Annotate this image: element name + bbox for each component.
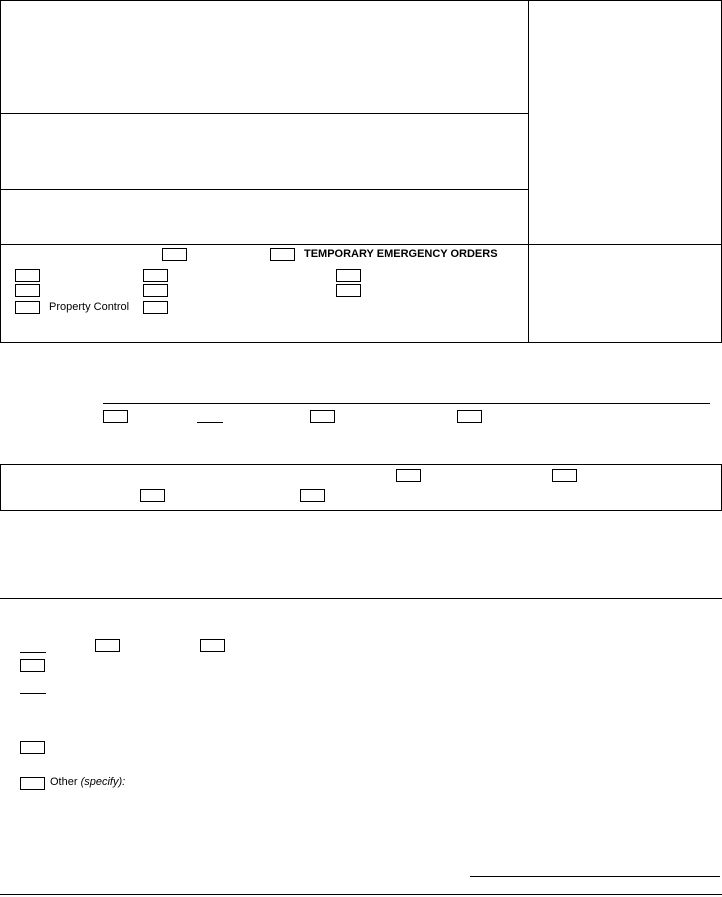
caption-row-divider-1: [0, 113, 528, 114]
other-text: Other: [50, 776, 78, 788]
notice-box: [0, 464, 722, 511]
hearing-checkbox-1[interactable]: [103, 410, 128, 423]
specify-text: (specify):: [80, 776, 126, 788]
order-item-blank-1[interactable]: [20, 652, 46, 653]
order-checkbox-4[interactable]: [20, 741, 45, 754]
bottom-rule: [0, 894, 722, 895]
order-checkbox-3[interactable]: [20, 659, 45, 672]
court-use-only-field: [532, 4, 718, 240]
hearing-checkbox-3[interactable]: [457, 410, 482, 423]
case-type-checkbox-6[interactable]: [143, 301, 168, 314]
property-control-checkbox[interactable]: [15, 301, 40, 314]
caption-column-divider: [528, 0, 529, 343]
case-type-checkbox-2[interactable]: [15, 269, 40, 282]
case-number-field[interactable]: [532, 248, 718, 338]
case-type-checkbox-1[interactable]: [162, 248, 187, 261]
hearing-info-line[interactable]: [103, 403, 710, 404]
notice-checkbox-3[interactable]: [140, 489, 165, 502]
caption-row-divider-3: [0, 244, 722, 245]
notice-checkbox-2[interactable]: [552, 469, 577, 482]
other-label: [50, 776, 125, 789]
hearing-short-blank[interactable]: [197, 422, 223, 423]
court-name-field[interactable]: [4, 117, 524, 185]
notice-checkbox-1[interactable]: [396, 469, 421, 482]
notice-checkbox-4[interactable]: [300, 489, 325, 502]
signature-line[interactable]: [470, 876, 720, 877]
temporary-emergency-orders-checkbox[interactable]: [270, 248, 295, 261]
other-checkbox[interactable]: [20, 777, 45, 790]
case-type-checkbox-4[interactable]: [143, 269, 168, 282]
order-checkbox-2[interactable]: [200, 639, 225, 652]
case-type-checkbox-8[interactable]: [336, 284, 361, 297]
property-control-label: Property Control: [49, 301, 130, 313]
caption-row-divider-2: [0, 189, 528, 190]
case-type-checkbox-5[interactable]: [143, 284, 168, 297]
case-type-checkbox-3[interactable]: [15, 284, 40, 297]
temporary-emergency-orders-label: TEMPORARY EMERGENCY ORDERS: [304, 248, 498, 260]
party-names-field[interactable]: [4, 193, 524, 241]
order-item-blank-2[interactable]: [20, 693, 46, 694]
case-type-checkbox-7[interactable]: [336, 269, 361, 282]
section-divider: [0, 598, 722, 599]
attorney-info-field[interactable]: [4, 4, 524, 109]
order-checkbox-1[interactable]: [95, 639, 120, 652]
hearing-checkbox-2[interactable]: [310, 410, 335, 423]
